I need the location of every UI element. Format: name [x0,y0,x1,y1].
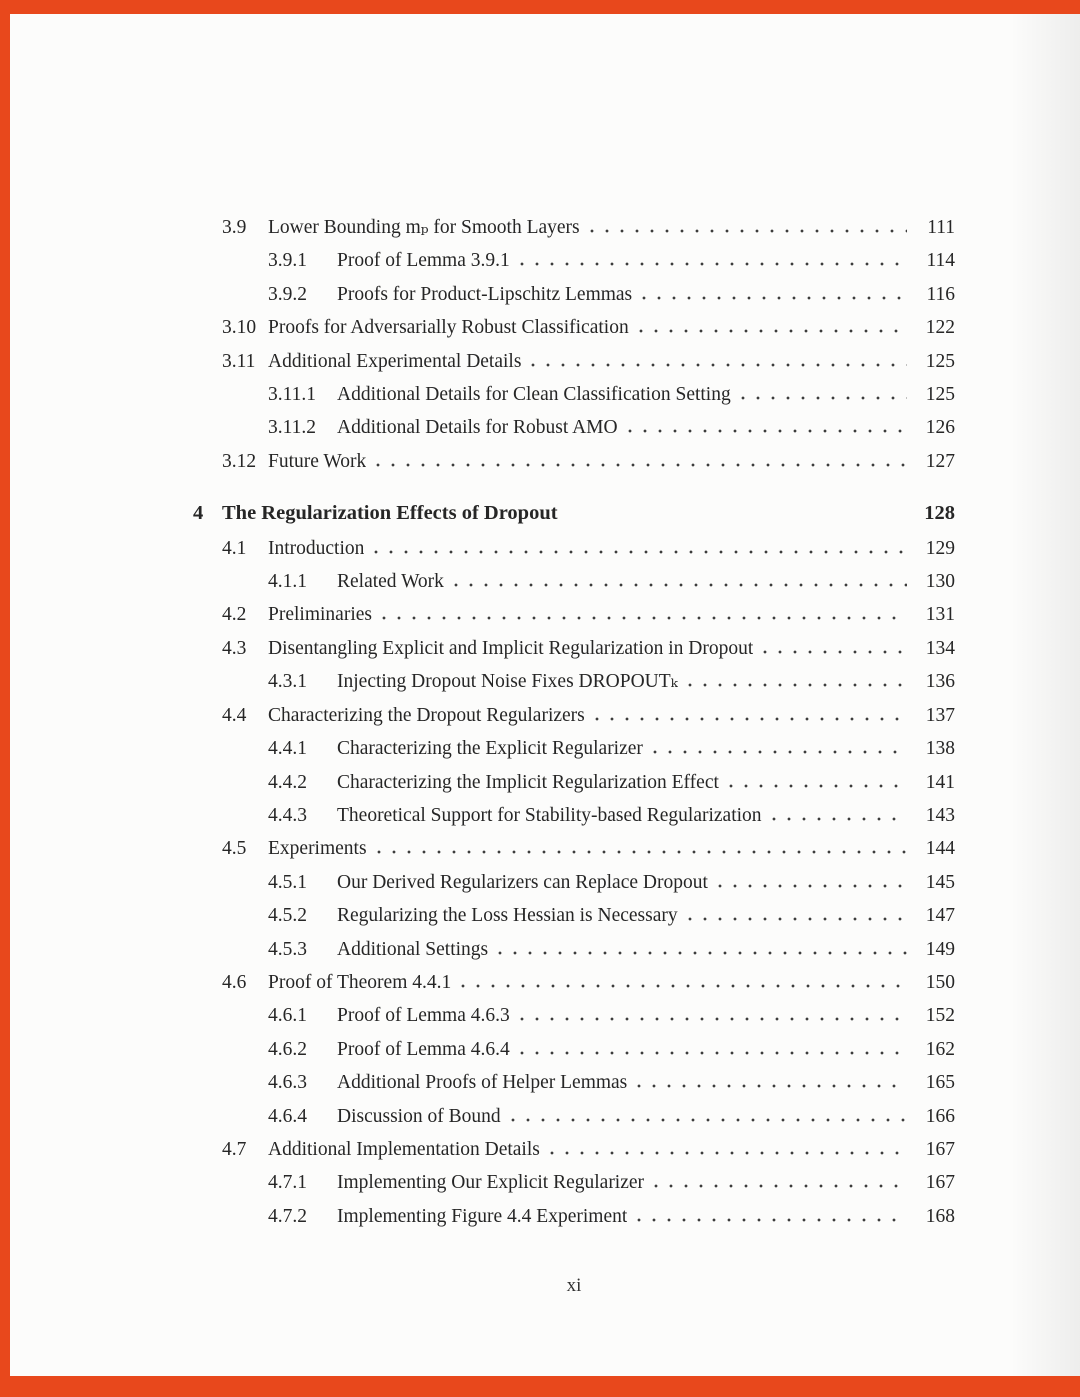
entry-page-number: 145 [925,871,955,893]
toc-entry-row [193,1166,955,1199]
entry-number: 4.3 [222,637,247,659]
entry-title: Additional Experimental Details [268,350,522,372]
toc-entry-row [193,411,955,444]
dot-leader [763,650,907,654]
entry-title: Regularizing the Loss Hessian is Necessary [337,905,678,927]
page-number-footer: xi [566,1275,582,1296]
entry-number: 3.12 [222,450,257,472]
dot-leader [454,583,907,587]
dot-leader [729,784,907,788]
entry-title: Implementing Figure 4.4 Experiment [337,1205,628,1227]
entry-page-number: 114 [926,250,955,272]
entry-number: 4.6.2 [268,1038,307,1060]
entry-title: Additional Details for Clean Classification Setting [337,384,731,406]
page-border-bottom [0,1376,1080,1397]
dot-leader [377,850,907,854]
entry-number: 3.9 [222,217,247,238]
entry-title: Proof of Lemma 4.6.4 [337,1038,510,1060]
entry-title: Future Work [268,450,367,472]
toc-entry-row [193,866,955,899]
toc-entry-row [193,732,955,765]
toc-entry-row [193,345,955,378]
dot-leader [590,229,907,233]
entry-number: 4.4.2 [268,771,307,793]
entry-title: Characterizing the Dropout Regularizers [268,704,585,726]
entry-page-number: 149 [925,938,955,960]
entry-title: Preliminaries [268,604,372,626]
entry-page-number: 166 [925,1105,955,1127]
entry-number: 4.5.2 [268,905,307,927]
dot-leader [531,363,907,367]
dot-leader [498,951,907,955]
entry-title: Proofs for Adversarially Robust Classification [268,317,629,339]
page-border-top [0,0,1080,14]
toc-entry-row [193,1066,955,1099]
entry-title: Additional Details for Robust AMO [337,417,618,439]
entry-page-number: 167 [925,1172,955,1194]
dot-leader [374,550,907,554]
entry-page-number: 125 [925,350,955,372]
dot-leader [637,1084,907,1088]
entry-page-number: 150 [925,971,955,993]
toc-entry-row [193,445,955,478]
toc-entry-row [193,1033,955,1066]
entry-title: Additional Proofs of Helper Lemmas [337,1072,628,1094]
dot-leader [642,296,907,300]
entry-number: 3.10 [222,317,257,339]
dot-leader [741,396,907,400]
toc-entry-row [193,766,955,799]
page-edge-shadow [1010,14,1080,1376]
entry-page-number: 162 [925,1038,955,1060]
dot-leader [595,717,907,721]
toc-entry-row [193,311,955,344]
entry-number: 4.5 [222,838,247,860]
dot-leader [639,329,907,333]
entry-number: 4.4 [222,704,247,726]
entry-page-number: 126 [925,417,955,439]
toc-entry-row [193,1200,955,1233]
entry-number: 4.1.1 [268,571,307,593]
entry-page-number: 165 [925,1072,955,1094]
toc-entry-row [193,665,955,698]
toc-entry-row [193,999,955,1032]
entry-number: 4.6.1 [268,1005,307,1027]
dot-leader [520,1017,907,1021]
entry-number: 4.4.3 [268,804,307,826]
entry-title: Proof of Lemma 4.6.3 [337,1005,510,1027]
entry-title: The Regularization Effects of Dropout [222,502,558,525]
entry-title: Our Derived Regularizers can Replace Dropout [337,871,708,893]
entry-title: Introduction [268,537,365,559]
toc-entry-row [193,832,955,865]
entry-page-number: 129 [925,537,955,559]
toc-entry-row [193,632,955,665]
toc-entry-row [193,933,955,966]
entry-title: Proof of Theorem 4.4.1 [268,971,452,993]
entry-title: Implementing Our Explicit Regularizer [337,1172,645,1194]
entry-page-number: 144 [925,838,955,860]
entry-number: 3.11 [222,350,256,372]
entry-page-number: 138 [925,738,955,760]
entry-number: 3.9.1 [268,250,307,272]
entry-number: 4.3.1 [268,671,307,693]
entry-title: Characterizing the Explicit Regularizer [337,738,643,760]
dot-leader [376,463,907,467]
dot-leader [511,1118,907,1122]
entry-title: Disentangling Explicit and Implicit Regularization in Dropout [268,637,754,659]
entry-page-number: 122 [925,317,955,339]
dot-leader [637,1218,907,1222]
dot-leader [520,262,907,266]
entry-number: 4.6.4 [268,1105,307,1127]
entry-title: Experiments [268,838,367,860]
entry-page-number: 141 [925,771,955,793]
entry-page-number: 143 [925,804,955,826]
toc-chapter-row [193,497,955,530]
dot-leader [382,616,907,620]
entry-title: Lower Bounding mₚ for Smooth Layers [268,217,580,238]
dot-leader [718,884,907,888]
dot-leader [688,683,907,687]
toc-entry-row [193,378,955,411]
toc-entry-row [193,899,955,932]
entry-page-number: 111 [927,217,955,238]
entry-title: Additional Implementation Details [268,1138,540,1160]
dot-leader [654,1184,907,1188]
entry-number: 3.9.2 [268,283,307,305]
dot-leader [772,817,907,821]
entry-number: 4.7 [222,1138,247,1160]
dot-leader [653,750,907,754]
toc-entry-row [193,244,955,277]
toc-entry-row [193,598,955,631]
toc-entry-row [193,1100,955,1133]
entry-page-number: 136 [925,671,955,693]
entry-number: 4.5.1 [268,871,307,893]
entry-number: 4.4.1 [268,738,307,760]
toc-entry-row [193,966,955,999]
entry-page-number: 128 [924,502,955,525]
entry-number: 4.2 [222,604,247,626]
entry-page-number: 134 [925,637,955,659]
entry-title: Related Work [337,571,444,593]
entry-number: 4.5.3 [268,938,307,960]
entry-number: 4 [193,502,204,525]
entry-title: Characterizing the Implicit Regularization Effect [337,771,719,793]
entry-page-number: 147 [925,905,955,927]
toc-entry-row [193,532,955,565]
entry-page-number: 152 [925,1005,955,1027]
entry-number: 4.7.1 [268,1172,307,1194]
dot-leader [568,515,907,519]
toc-entry-row [193,211,955,244]
dot-leader [461,984,907,988]
dot-leader [688,917,907,921]
entry-title: Proof of Lemma 3.9.1 [337,250,510,272]
dot-leader [628,429,907,433]
dot-leader [520,1051,907,1055]
entry-page-number: 168 [925,1205,955,1227]
entry-title: Proofs for Product-Lipschitz Lemmas [337,283,633,305]
entry-number: 4.6 [222,971,247,993]
toc-entry-row [193,278,955,311]
toc-entry-row [193,699,955,732]
entry-page-number: 116 [926,283,955,305]
toc-entry-row [193,1133,955,1166]
entry-number: 3.11.2 [268,417,317,439]
entry-number: 4.7.2 [268,1205,307,1227]
entry-page-number: 125 [925,384,955,406]
entry-page-number: 130 [925,571,955,593]
entry-number: 4.1 [222,537,247,559]
dot-leader [550,1151,907,1155]
toc-entry-row [193,799,955,832]
entry-number: 4.6.3 [268,1072,307,1094]
entry-number: 3.11.1 [268,384,317,406]
entry-page-number: 137 [925,704,955,726]
toc-list [193,211,955,1233]
entry-page-number: 131 [925,604,955,626]
entry-page-number: 167 [925,1138,955,1160]
entry-title: Injecting Dropout Noise Fixes DROPOUTₖ [337,671,678,693]
toc-entry-row [193,565,955,598]
entry-title: Discussion of Bound [337,1105,501,1127]
entry-page-number: 127 [925,450,955,472]
entry-title: Additional Settings [337,938,489,960]
page-border-left [0,0,10,1397]
entry-title: Theoretical Support for Stability-based Regularization [337,804,762,826]
